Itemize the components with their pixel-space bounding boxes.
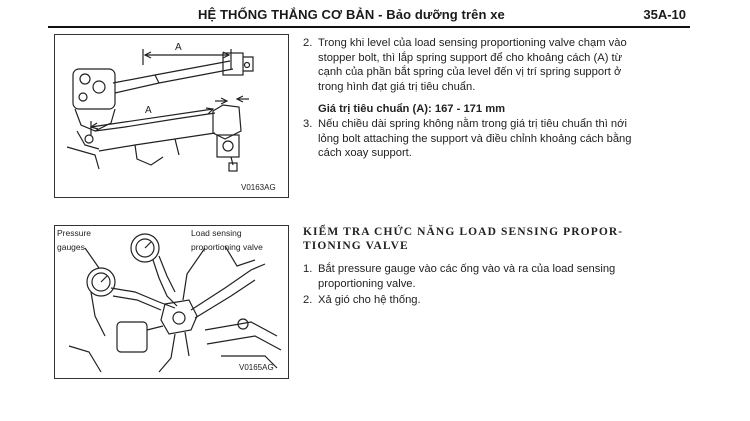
page-header xyxy=(48,4,690,28)
item-number: 3. xyxy=(303,118,313,130)
item-text: Xả gió cho hệ thống. xyxy=(318,294,421,306)
standard-value: Giá trị tiêu chuẩn (A): 167 - 171 mm xyxy=(318,103,506,115)
item-text: Bắt pressure gauge vào các ống vào và ra của load sensing proportioning valve. xyxy=(318,263,616,290)
figure-code: V0165AG xyxy=(239,363,274,372)
header-title: HỆ THỐNG THẮNG CƠ BẢN - Bảo dưỡng trên xe xyxy=(198,7,505,22)
item-number: 2. xyxy=(303,37,313,49)
dim-label-top: A xyxy=(175,42,182,53)
spring-support-illustration xyxy=(55,35,288,197)
figure-code: V0163AG xyxy=(241,183,276,192)
item-text: Trong khi level của load sensing proportioning valve chạm vào stopper bolt, thì lắp spring support để cho khoảng cách (A) từ cạnh của phần bắt spring của level đến vị trí spring support ở trong hình đạt giá trị tiêu chuẩn. xyxy=(318,37,627,93)
section-title: KIỂM TRA CHỨC NĂNG LOAD SENSING PROPOR- TIONING VALVE xyxy=(303,226,624,252)
label-pressure-gauges: Pressure gauges xyxy=(57,228,92,252)
page-number: 35A-10 xyxy=(643,7,686,22)
item-text: Nếu chiều dài spring không nằm trong giá trị tiêu chuẩn thì nới lỏng bolt attaching the support và điều chỉnh khoảng cách bằng cách xoay support. xyxy=(318,118,632,159)
dim-label-bottom: A xyxy=(145,105,152,116)
item-number: 2. xyxy=(303,294,313,306)
figure-spring-support xyxy=(54,34,289,198)
item-number: 1. xyxy=(303,263,313,275)
label-load-sensing-valve: Load sensing proportioning valve xyxy=(191,228,263,252)
figure-pressure-gauges xyxy=(54,225,289,379)
